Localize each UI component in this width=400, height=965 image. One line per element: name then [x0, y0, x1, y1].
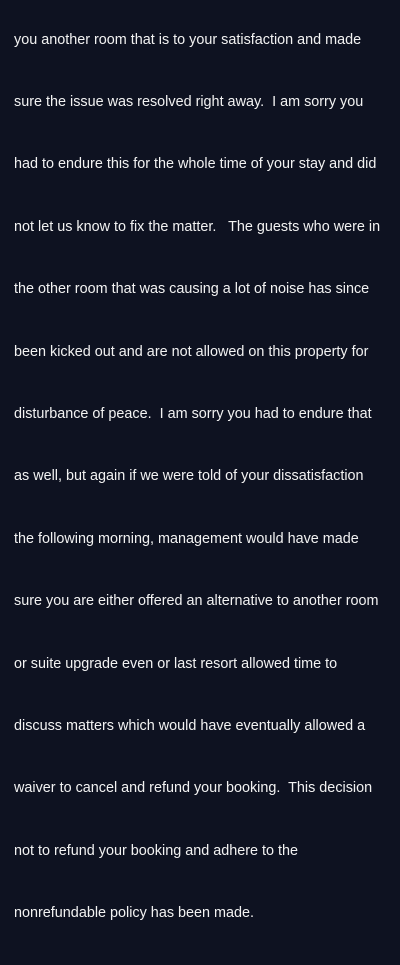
message-text: [14, 0, 390, 965]
message-line: been kicked out and are not allowed on this property for: [14, 343, 369, 360]
message-line: the following morning, management would have made: [14, 530, 359, 547]
message-line: the other room that was causing a lot of noise has since: [14, 281, 370, 298]
message-line: sure you are either offered an alternative to another room: [14, 593, 379, 610]
message-line: not to refund your booking and adhere to the: [14, 842, 299, 859]
message-line: as well, but again if we were told of your dissatisfaction: [14, 468, 364, 485]
message-line: discuss matters which would have eventually allowed a: [14, 717, 366, 734]
message-line: waiver to cancel and refund your booking. This decision: [14, 780, 373, 797]
message-line: you another room that is to your satisfaction and made: [14, 31, 362, 48]
message-line: not let us know to fix the matter. The guests who were in: [14, 218, 381, 235]
message-line: sure the issue was resolved right away. I am sorry you: [14, 93, 364, 110]
message-line: disturbance of peace. I am sorry you had to endure that: [14, 405, 372, 422]
message-line: had to endure this for the whole time of your stay and did: [14, 156, 377, 173]
message-line: or suite upgrade even or last resort allowed time to: [14, 655, 338, 672]
message-line: nonrefundable policy has been made.: [14, 905, 255, 922]
